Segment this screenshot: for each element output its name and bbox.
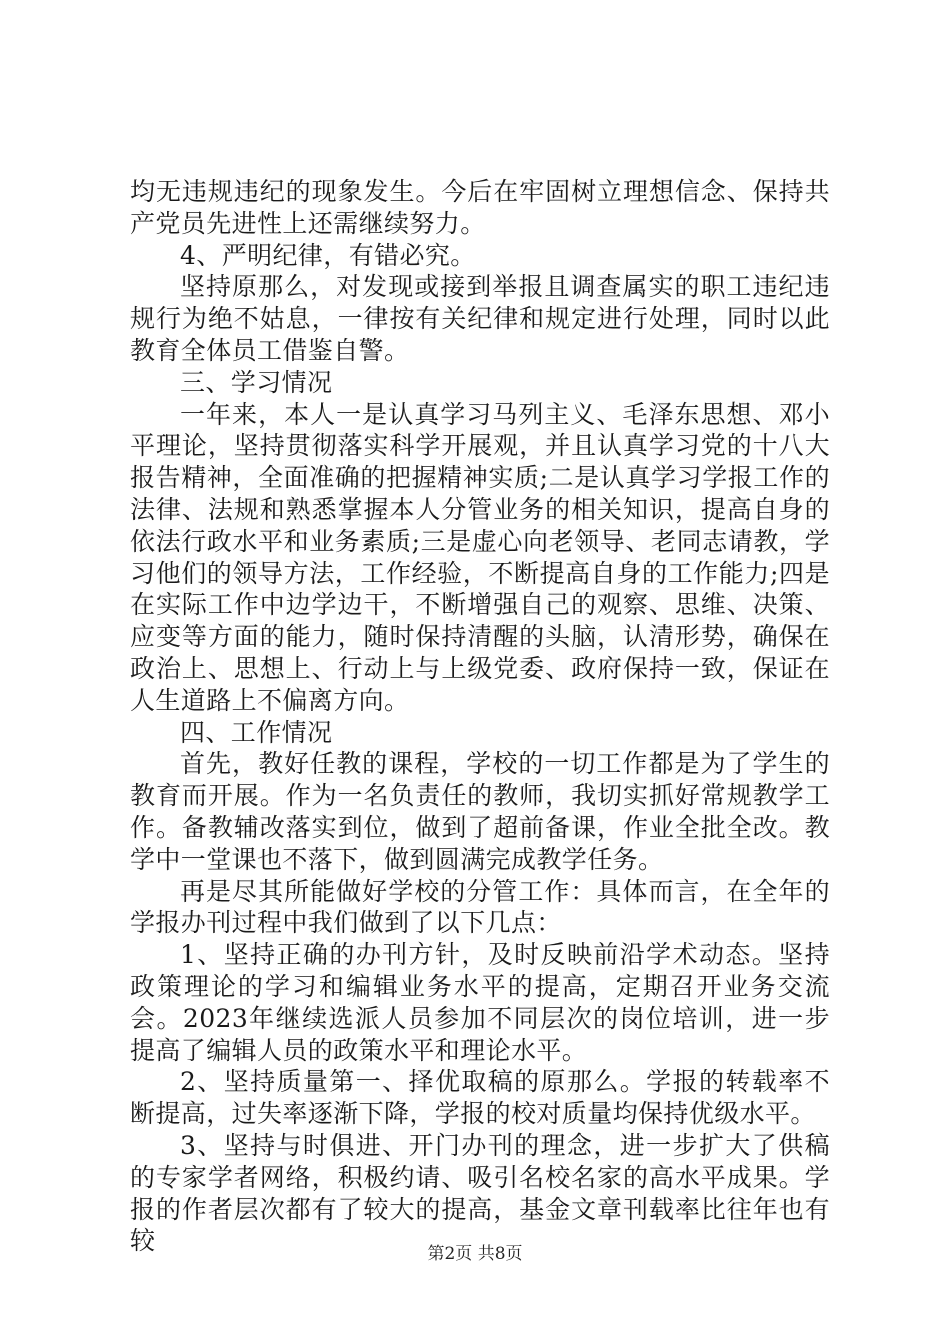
paragraph-point-2: 2、坚持质量第一、择优取稿的原那么。学报的转载率不断提高，过失率逐渐下降，学报的校对质量均保持优级水平。 (130, 1067, 830, 1129)
paragraph-continuation: 均无违规违纪的现象发生。今后在牢固树立理想信念、保持共产党员先进性上还需继续努力。 (130, 177, 830, 238)
paragraph-management-intro: 再是尽其所能做好学校的分管工作：具体而言，在全年的学报办刊过程中我们做到了以下几点： (130, 876, 830, 938)
paragraph-point-1: 1、坚持正确的办刊方针，及时反映前沿学术动态。坚持政策理论的学习和编辑业务水平的提高，定期召开业务交流会。2023年继续选派人员参加不同层次的岗位培训，进一步提高了编辑人员的政策水平和理论水平。 (130, 940, 830, 1065)
section-heading-work: 四、工作情况 (180, 717, 333, 747)
paragraph-discipline-principle: 坚持原那么，对发现或接到举报且调查属实的职工违纪违规行为绝不姑息，一律按有关纪律和规定进行处理，同时以此教育全体员工借鉴自警。 (130, 272, 830, 365)
paragraph-teaching: 首先，教好任教的课程，学校的一切工作都是为了学生的教育而开展。作为一名负责任的教师，我切实抓好常规教学工作。备教辅改落实到位，做到了超前备课，作业全批全改。教学中一堂课也不落下，做到圆满完成教学任务。 (130, 749, 830, 874)
section-heading-study: 三、学习情况 (180, 367, 333, 397)
paragraph-heading-discipline: 4、严明纪律，有错必究。 (180, 240, 476, 270)
paragraph-point-3: 3、坚持与时俱进、开门办刊的理念，进一步扩大了供稿的专家学者网络，积极约请、吸引名校名家的高水平成果。学报的作者层次都有了较大的提高，基金文章刊载率比往年也有较 (130, 1130, 830, 1256)
document-body (130, 176, 830, 1257)
page-number-footer: 第2页 共8页 (427, 1244, 523, 1264)
paragraph-study-details: 一年来，本人一是认真学习马列主义、毛泽东思想、邓小平理论，坚持贯彻落实科学开展观，并且认真学习党的十八大报告精神，全面准确的把握精神实质;二是认真学习学报工作的法律、法规和熟悉掌握本人分管业务的相关知识，提高自身的依法行政水平和业务素质;三是虚心向老领导、老同志请教，学习他们的领导方法，工作经验，不断提高自身的工作能力;四是在实际工作中边学边干，不断增强自己的观察、思维、决策、应变等方面的能力，随时保持清醒的头脑，认清形势，确保在政治上、思想上、行动上与上级党委、政府保持一致，保证在人生道路上不偏离方向。 (130, 399, 830, 715)
